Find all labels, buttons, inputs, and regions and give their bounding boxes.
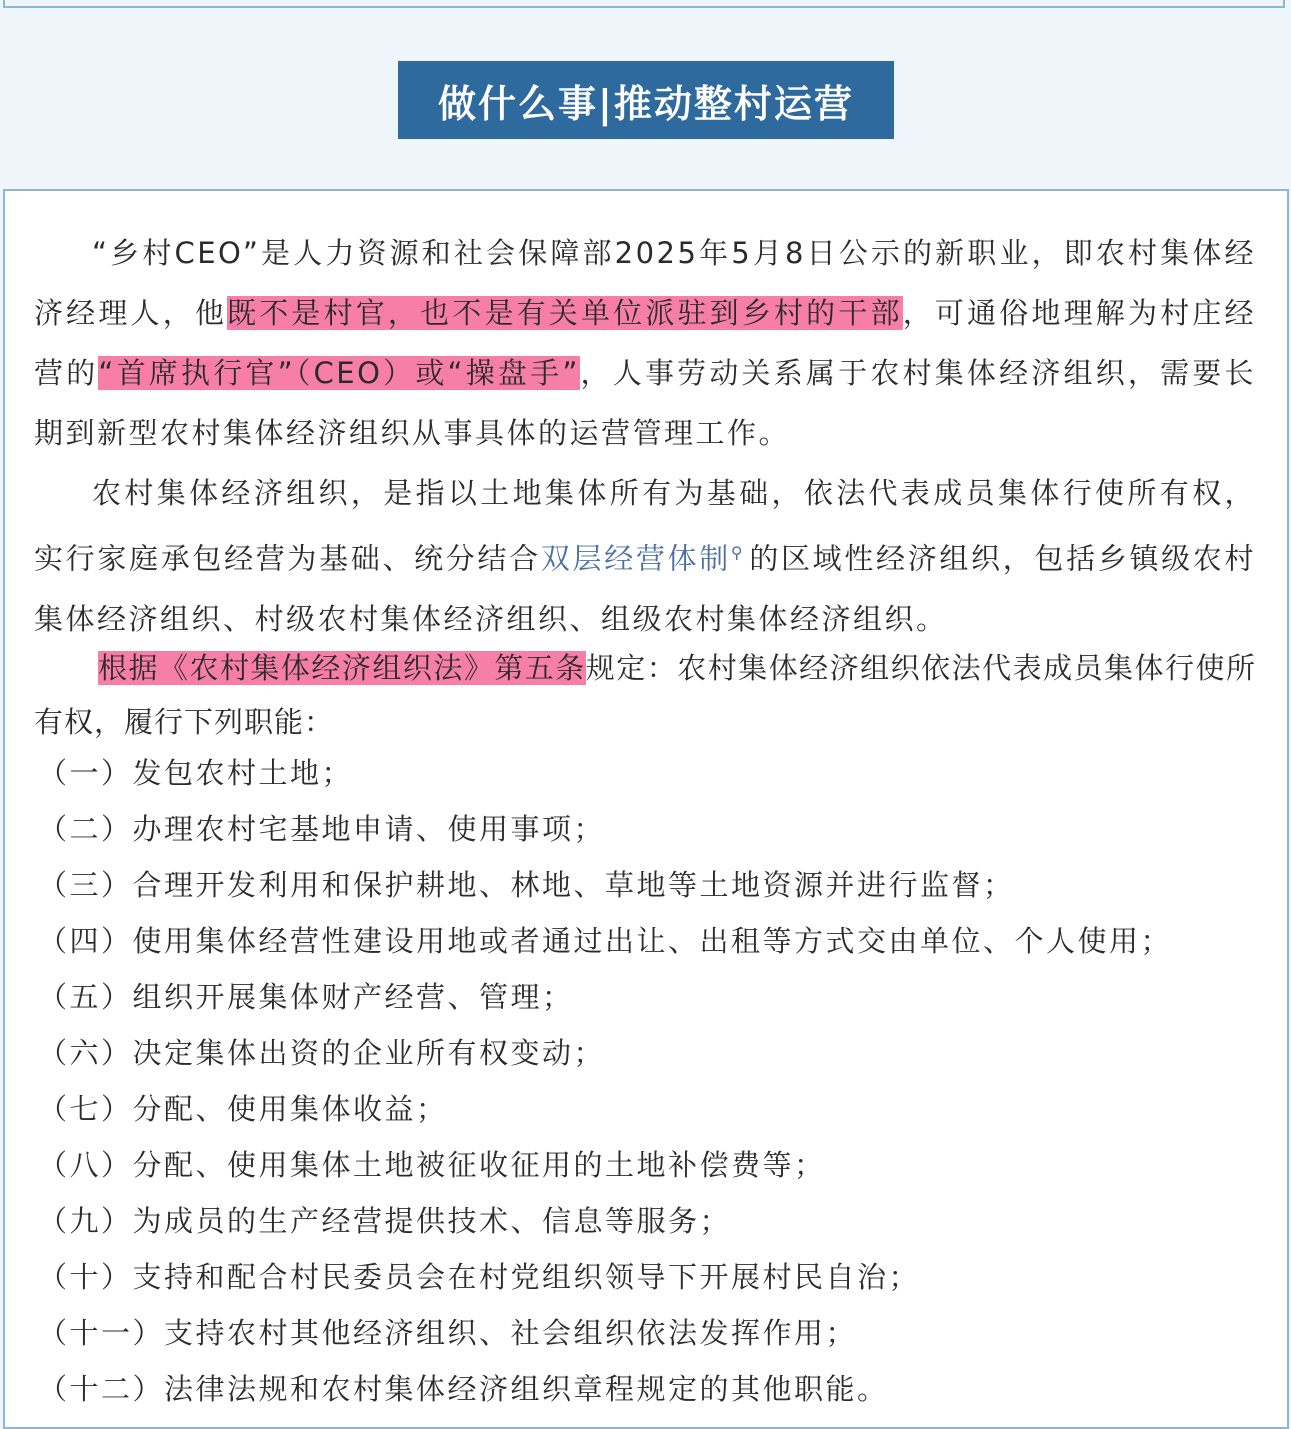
list-item: （六）决定集体出资的企业所有权变动；: [38, 1036, 606, 1070]
text: “乡村CEO”是人力资源和社会保障部2025年5月8日公示的新职业，即农村集体经济经理人，他: [34, 236, 1256, 330]
text: 的区域性经济组织，包括乡镇级农村集体经济组织、村级农村集体经济组织、组级农村集体经济组织。: [34, 541, 1256, 636]
list-item: （四）使用集体经营性建设用地或者通过出让、出租等方式交由单位、个人使用；: [38, 924, 1173, 958]
list-item: （一）发包农村土地；: [38, 756, 354, 790]
section-title-banner: [398, 61, 894, 139]
text: 规定：农村集体经济组织依法代表成员集体行使所有权，履行下列职能：: [34, 651, 1256, 739]
list-item: （九）为成员的生产经营提供技术、信息等服务；: [38, 1204, 732, 1238]
list-item: （三）合理开发利用和保护耕地、林地、草地等土地资源并进行监督；: [38, 868, 1015, 902]
keyword-link[interactable]: 双层经营体制: [540, 541, 731, 576]
text: 农村集体经济组织，是指以土地集体所有为基础，依法代表成员集体行使所有权，实行家庭承包经营为基础、统分结合: [34, 476, 1256, 576]
highlight-ceo-term: “首席执行官”（CEO）或“操盘手”: [98, 356, 580, 390]
list-item: （八）分配、使用集体土地被征收征用的土地补偿费等；: [38, 1148, 826, 1182]
top-section-border: [3, 0, 1285, 8]
list-item: （七）分配、使用集体收益；: [38, 1092, 448, 1126]
list-item: （十）支持和配合村民委员会在村党组织领导下开展村民自治；: [38, 1260, 921, 1294]
list-item: （二）办理农村宅基地申请、使用事项；: [38, 812, 606, 846]
section-title: 做什么事|推动整村运营: [438, 81, 854, 126]
list-item: （十二）法律法规和农村集体经济组织章程规定的其他职能。: [38, 1372, 889, 1406]
functions-list: [38, 748, 1172, 1420]
search-icon[interactable]: ⚲: [730, 543, 746, 562]
paragraph-ceo-definition: [34, 223, 1256, 463]
list-item: （十一）支持农村其他经济组织、社会组织依法发挥作用；: [38, 1316, 858, 1350]
highlight-law-reference: 根据《农村集体经济组织法》第五条: [98, 651, 586, 685]
text: ，可通俗地理解为村庄经营的: [34, 296, 1256, 390]
paragraph-law-article: [34, 641, 1256, 749]
list-item: （五）组织开展集体财产经营、管理；: [38, 980, 574, 1014]
highlight-not-official: 既不是村官，也不是有关单位派驻到乡村的干部: [227, 296, 903, 330]
paragraph-collective-org: [34, 463, 1256, 649]
text: ，人事劳动关系属于农村集体经济组织，需要长期到新型农村集体经济组织从事具体的运营管理工作。: [34, 356, 1256, 450]
